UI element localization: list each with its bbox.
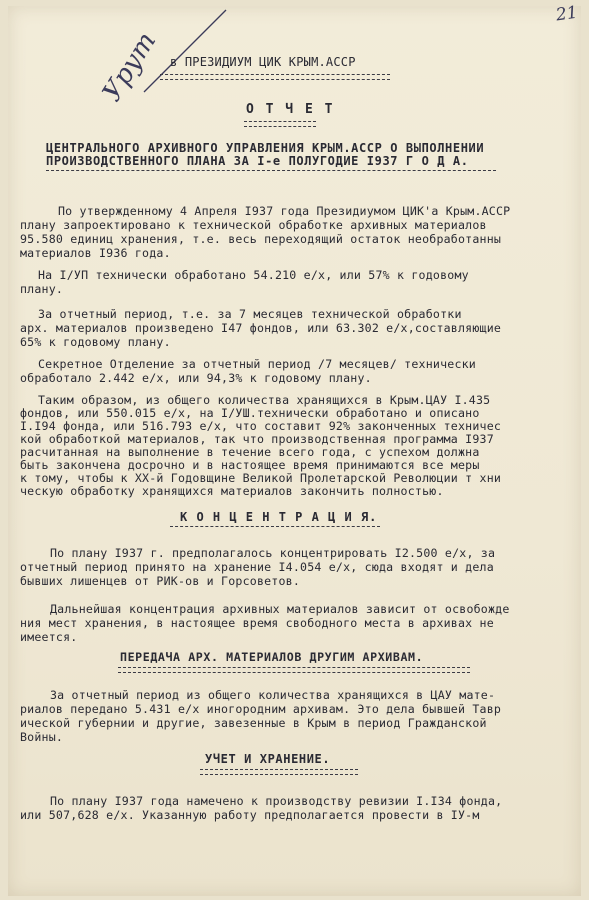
section-heading-concentration: К О Н Ц Е Н Т Р А Ц И Я. xyxy=(180,510,378,524)
text-line: Секретное Отделение за отчетный период /7 месяцев/ технически xyxy=(38,357,476,371)
text-line: имеется. xyxy=(20,630,78,644)
text-line: фондов, или 550.015 е/х, на I/УШ.технически обработано и описано xyxy=(20,406,480,420)
text-line: кой обработкой материалов, так что производственная программа I937 xyxy=(20,432,494,446)
page-number: 21 xyxy=(554,2,579,26)
text-line: расчитанная на выполнение в течение всего года, с успехом должна xyxy=(20,445,480,459)
section-heading-transfer: ПЕРЕДАЧА АРХ. МАТЕРИАЛОВ ДРУГИМ АРХИВАМ. xyxy=(120,650,424,664)
text-line: За отчетный период из общего количества хранящихся в ЦАУ мате- xyxy=(50,688,496,702)
title-underline xyxy=(244,121,316,127)
text-line: I.I94 фонда, или 516.793 е/х, что составит 92% законченных техничес xyxy=(20,419,502,433)
text-line: арх. материалов произведено I47 фондов, или 63.302 е/х,составляющие xyxy=(20,321,502,335)
handwritten-resolution: Урут xyxy=(96,27,163,107)
text-line: 95.580 единиц хранения, т.е. весь переходящий остаток необработанны xyxy=(20,232,502,246)
text-line: материалов I936 года. xyxy=(20,246,171,260)
text-line: обработало 2.442 е/х, или 94,3% к годовому плану. xyxy=(20,371,372,385)
text-line: или 507,628 е/х. Указанную работу предполагается провести в IУ-м xyxy=(20,808,480,822)
text-line: отчетный период принято на хранение I4.054 е/х, сюда входят и дела xyxy=(20,560,494,574)
addressee-underline xyxy=(160,74,390,80)
text-line: бывших лишенцев от РИК-ов и Горсоветов. xyxy=(20,574,301,588)
storage-underline xyxy=(200,769,358,775)
subtitle-underline xyxy=(46,170,496,171)
resolution-stroke-icon xyxy=(140,6,230,96)
transfer-underline xyxy=(118,667,470,673)
text-line: плану. xyxy=(20,282,64,296)
text-line: Войны. xyxy=(20,730,64,744)
addressee: в ПРЕЗИДИУМ ЦИК КРЫМ.АССР xyxy=(170,55,356,69)
text-line: За отчетный период, т.е. за 7 месяцев технической обработки xyxy=(38,307,462,321)
text-line: ческую обработку хранящихся материалов закончить полностью. xyxy=(20,484,444,498)
text-line: ния мест хранения, в настоящее время свободного места в архивах не xyxy=(20,616,494,630)
subtitle-line-2: ПРОИЗВОДСТВЕННОГО ПЛАНА ЗА I-е ПОЛУГОДИЕ I937 Г О Д А. xyxy=(46,154,469,168)
text-line: плану запроектировано к технической обработке архивных материалов xyxy=(20,218,487,232)
subtitle-line-1: ЦЕНТРАЛЬНОГО АРХИВНОГО УПРАВЛЕНИЯ КРЫМ.АССР О ВЫПОЛНЕНИИ xyxy=(46,141,485,155)
text-line: По плану I937 г. предполагалось концентрировать I2.500 е/х, за xyxy=(50,546,496,560)
text-line: быть закончена досрочно и в настоящее время принимаются все меры xyxy=(20,458,480,472)
text-line: По утвержденному 4 Апреля I937 года Президиумом ЦИК'а Крым.АССР xyxy=(58,204,511,218)
section-heading-storage: УЧЕТ И ХРАНЕНИЕ. xyxy=(205,752,331,766)
text-line: Дальнейшая концентрация архивных материалов зависит от освобожде xyxy=(50,602,510,616)
text-line: к тому, чтобы к ХХ-й Годовщине Великой Пролетарской Революции т хни xyxy=(20,471,502,485)
document-title: О Т Ч Е Т xyxy=(246,102,335,117)
text-line: 65% к годовому плану. xyxy=(20,335,171,349)
text-line: Таким образом, из общего количества хранящихся в Крым.ЦАУ I.435 xyxy=(38,393,491,407)
concentration-underline xyxy=(170,526,380,527)
text-line: ической губернии и другие, завезенные в Крым в период Гражданской xyxy=(20,716,487,730)
text-line: На I/УП технически обработано 54.210 е/х, или 57% к годовому xyxy=(38,268,469,282)
text-line: риалов передано 5.431 е/х иногородним архивам. Это дела бывшей Тавр xyxy=(20,702,502,716)
text-line: По плану I937 года намечено к производству ревизии I.I34 фонда, xyxy=(50,794,503,808)
